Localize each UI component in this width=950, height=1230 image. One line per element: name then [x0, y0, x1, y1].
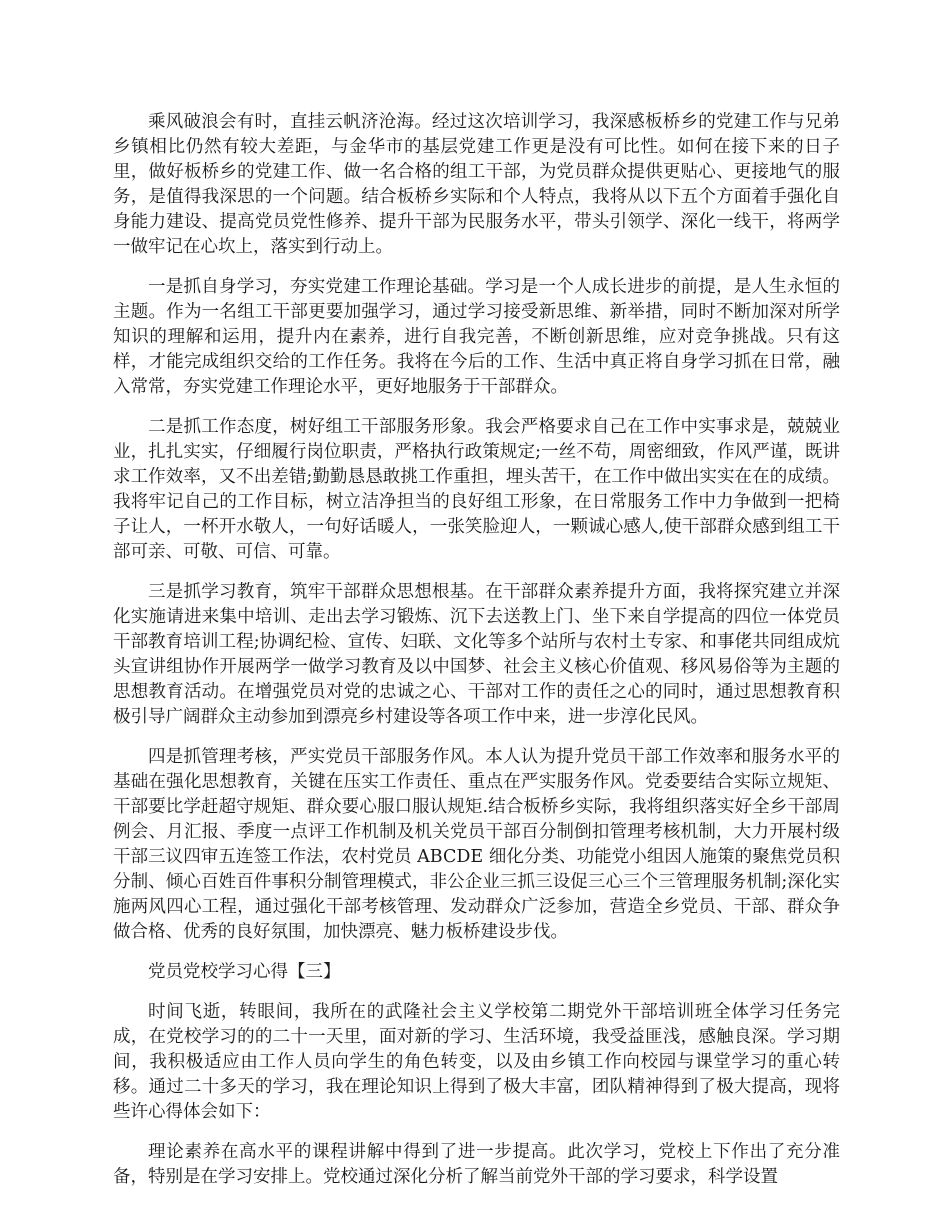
paragraph-theory-literacy: 理论素养在高水平的课程讲解中得到了进一步提高。此次学习，党校上下作出了充分准备，特别是在学习安排上。党校通过深化分析了解当前党外干部的学习要求，科学设置 — [113, 1142, 840, 1187]
section-heading: 党员党校学习心得【三】 — [148, 962, 341, 982]
document-page — [113, 110, 840, 1205]
paragraph-intro: 乘风破浪会有时，直挂云帆济沧海。经过这次培训学习，我深感板桥乡的党建工作与兄弟乡镇相比仍然有较大差距，与金华市的基层党建工作更是没有可比性。如何在接下来的日子里，做好板桥乡的党建工作、做一名合格的组工干部，为党员群众提供更贴心、更接地气的服务，是值得我深思的一个问题。结合板桥乡实际和个人特点，我将从以下五个方面着手强化自身能力建设、提高党员党性修养、提升干部为民服务水平，带头引领学、深化一线干，将两学一做牢记在心坎上，落实到行动上。 — [113, 112, 840, 257]
paragraph-section-three-intro: 时间飞逝，转眼间，我所在的武隆社会主义学校第二期党外干部培训班全体学习任务完成，在党校学习的的二十一天里，面对新的学习、生活环境，我受益匪浅，感触良深。学习期间，我积极适应由工作人员向学生的角色转变，以及由乡镇工作向校园与课堂学习的重心转移。通过二十多天的学习，我在理论知识上得到了极大丰富，团队精神得到了极大提高，现将些许心得体会如下： — [113, 1002, 840, 1122]
paragraph-point-four: 四是抓管理考核，严实党员干部服务作风。本人认为提升党员干部工作效率和服务水平的基础在强化思想教育，关键在压实工作责任、重点在严实服务作风。党委要结合实际立规矩、干部要比学赶超守规矩、群众要心服口服认规矩.结合板桥乡实际，我将组织落实好全乡干部周例会、月汇报、季度一点评工作机制及机关党员干部百分制倒扣管理考核机制，大力开展村级干部三议四审五连签工作法，农村党员 ABCDE 细化分类、功能党小组因人施策的聚焦党员积分制、倾心百姓百件事积分制管理模式，非公企业三抓三设促三心三个三管理服务机制;深化实施两风四心工程，通过强化干部考核管理、发动群众广泛参加，营造全乡党员、干部、群众争做合格、优秀的良好氛围，加快漂亮、魅力板桥建设步伐。 — [113, 747, 840, 942]
paragraph-point-two: 二是抓工作态度，树好组工干部服务形象。我会严格要求自己在工作中实事求是，兢兢业业，扎扎实实，仔细履行岗位职责，严格执行政策规定;一丝不苟，周密细致，作风严谨，既讲求工作效率，又不出差错;勤勤恳恳敢挑工作重担，埋头苦干，在工作中做出实实在在的成绩。我将牢记自己的工作目标，树立洁净担当的良好组工形象，在日常服务工作中力争做到一把椅子让人，一杯开水敬人，一句好话暖人，一张笑脸迎人，一颗诚心感人,使干部群众感到组工干部可亲、可敬、可信、可靠。 — [113, 417, 840, 562]
paragraph-point-one: 一是抓自身学习，夯实党建工作理论基础。学习是一个人成长进步的前提，是人生永恒的主题。作为一名组工干部更要加强学习，通过学习接受新思维、新举措，同时不断加深对所学知识的理解和运用，提升内在素养，进行自我完善，不断创新思维，应对竞争挑战。只有这样，才能完成组织交给的工作任务。我将在今后的工作、生活中真正将自身学习抓在日常，融入常常，夯实党建工作理论水平，更好地服务于干部群众。 — [113, 277, 840, 397]
paragraph-point-three: 三是抓学习教育，筑牢干部群众思想根基。在干部群众素养提升方面，我将探究建立并深化实施请进来集中培训、走出去学习锻炼、沉下去送教上门、坐下来自学提高的四位一体党员干部教育培训工程;协调纪检、宣传、妇联、文化等多个站所与农村土专家、和事佬共同组成炕头宣讲组协作开展两学一做学习教育及以中国梦、社会主义核心价值观、移风易俗等为主题的思想教育活动。在增强党员对党的忠诚之心、干部对工作的责任之心的同时，通过思想教育积极引导广阔群众主动参加到漂亮乡村建设等各项工作中来，进一步淳化民风。 — [113, 582, 840, 727]
